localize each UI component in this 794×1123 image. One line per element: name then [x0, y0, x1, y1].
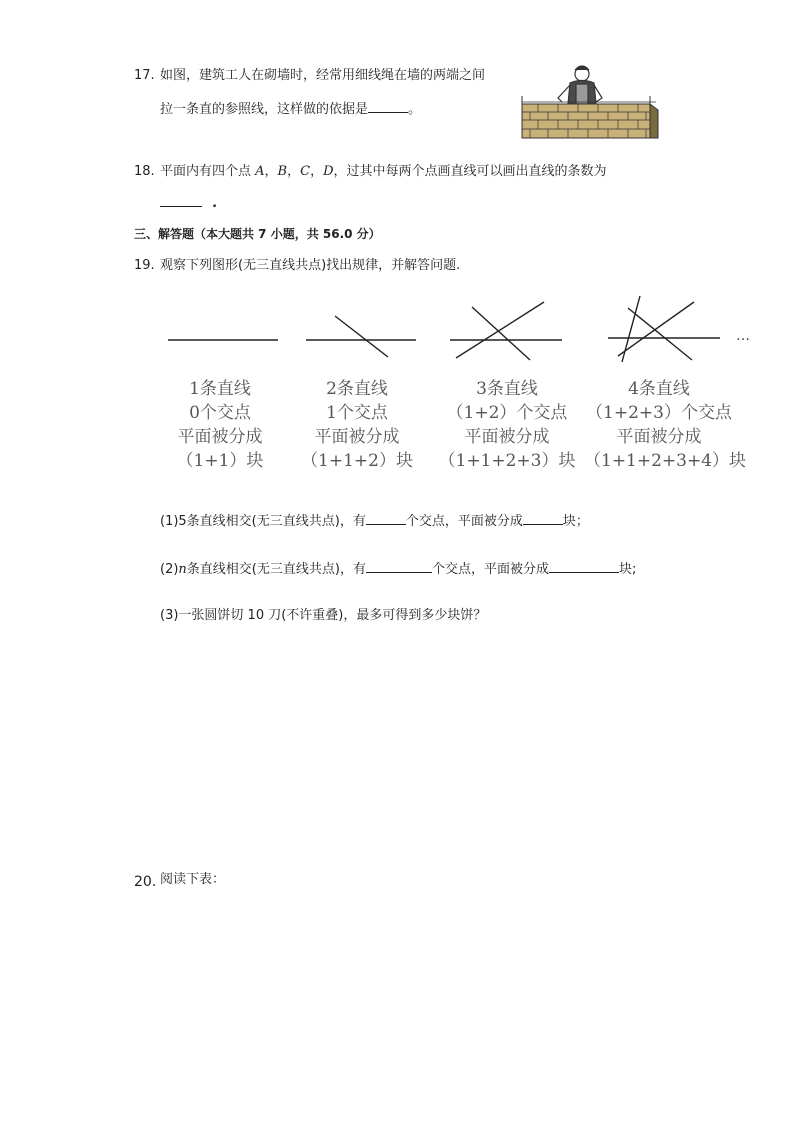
q19-number: 19. [134, 258, 155, 273]
q18-number: 18. [134, 164, 155, 179]
q20-text: 阅读下表： [160, 872, 226, 887]
q19-sub2-d: 块; [618, 562, 637, 577]
q20-number: 20. [134, 874, 157, 890]
figure-3-caption [432, 377, 582, 473]
figure-2-regions: （1+1+2）块 [301, 451, 413, 471]
q19-sub2-c: 个交点，平面被分成 [431, 562, 549, 577]
worker-figure [558, 66, 602, 104]
q19-sub1-blank-regions[interactable] [523, 511, 563, 525]
point-d: D [323, 164, 334, 179]
point-c: C [300, 164, 311, 179]
q17-line2-text: 拉一条直的参照线，这样做的依据是 [160, 102, 369, 117]
q19-sub2-b: 条直线相交(无三直线共点)，有 [186, 562, 366, 577]
q19-sub2-blank-intersections[interactable] [366, 559, 432, 573]
q18-end: . [212, 196, 218, 211]
brick-wall [522, 104, 658, 138]
q19-sub1-b: 个交点，平面被分成 [405, 514, 523, 529]
point-b: B [277, 164, 288, 179]
figure-2-lines-count: 2条直线 [326, 379, 388, 399]
figure-4-lines-count: 4条直线 [628, 379, 690, 399]
q18-line1: 平面内有四个点 A，B，C，D，过其中每两个点画直线可以画出直线的条数为 [160, 164, 607, 179]
q17-line2 [160, 99, 421, 119]
figure-1-caption [160, 377, 280, 473]
figure-3-plane-label: 平面被分成 [464, 427, 550, 447]
figure-2-lines [306, 316, 416, 357]
q19-sub2-var-n: n [178, 562, 187, 577]
figure-4-intersections: （1+2+3）个交点 [586, 403, 732, 423]
q18-text-after: ，过其中每两个点画直线可以画出直线的条数为 [333, 164, 607, 179]
q19-prompt: 观察下列图形(无三直线共点)找出规律，并解答问题. [160, 258, 461, 273]
q19-sub1-c: 块； [562, 514, 589, 529]
q18-text-before: 平面内有四个点 [160, 164, 256, 179]
figure-3-lines-count: 3条直线 [476, 379, 538, 399]
figure-2-caption [297, 377, 417, 473]
q19-sub2 [160, 559, 636, 579]
q18-line2 [160, 193, 217, 213]
figure-1-lines-count: 1条直线 [189, 379, 251, 399]
figure-1-plane-label: 平面被分成 [177, 427, 263, 447]
figure-3-lines [450, 302, 562, 360]
continuation-ellipsis: … [736, 328, 750, 344]
figure-4-lines [608, 296, 720, 362]
q17-number: 17. [134, 68, 155, 83]
figure-3-intersections: （1+2）个交点 [446, 403, 568, 423]
figure-4-plane-label: 平面被分成 [616, 427, 702, 447]
figure-4-regions: （1+1+2+3+4）块 [584, 451, 747, 471]
figure-1-intersections: 0个交点 [189, 403, 251, 423]
q18-answer-blank[interactable] [160, 193, 202, 207]
section-heading: 三、解答题（本大题共 7 小题，共 56.0 分） [134, 227, 381, 241]
q19-sub2-a: (2) [160, 562, 179, 577]
figure-3-regions: （1+1+2+3）块 [438, 451, 576, 471]
q19-sub1-a: (1)5条直线相交(无三直线共点)，有 [160, 514, 366, 529]
figure-2-plane-label: 平面被分成 [314, 427, 400, 447]
q17-answer-blank[interactable] [368, 99, 408, 113]
q19-sub1 [160, 511, 589, 531]
q19-sub2-blank-regions[interactable] [549, 559, 619, 573]
q19-sub3: (3)一张圆饼切 10 刀(不许重叠)，最多可得到多少块饼？ [160, 608, 487, 623]
point-a: A [255, 164, 265, 179]
lines-diagram [160, 290, 760, 370]
figure-1-regions: （1+1）块 [176, 451, 264, 471]
q17-line2-end: 。 [408, 102, 422, 117]
q19-sub1-blank-intersections[interactable] [366, 511, 406, 525]
bricklayer-wall-illustration [520, 60, 660, 140]
q17-line1: 如图，建筑工人在砌墙时，经常用细线绳在墙的两端之间 [160, 68, 486, 83]
figure-4-caption [584, 377, 747, 473]
figure-2-intersections: 1个交点 [326, 403, 388, 423]
